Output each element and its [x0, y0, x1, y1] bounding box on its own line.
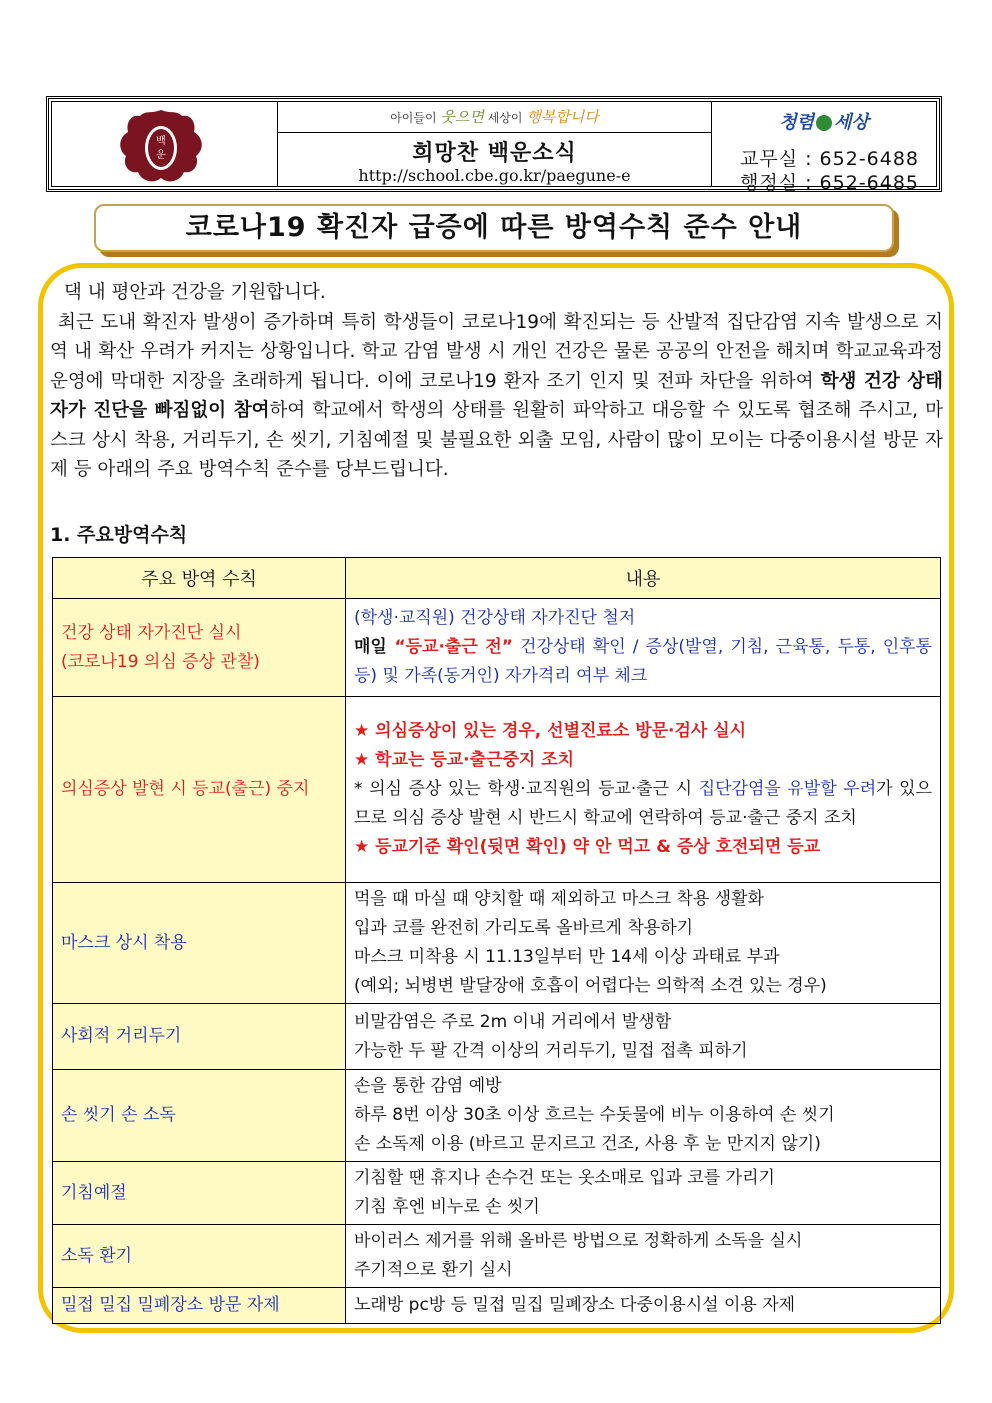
- brand-dot-icon: [816, 115, 832, 131]
- rule-content: [346, 599, 941, 697]
- crest-text-2: 운: [156, 150, 166, 161]
- content-line: (예외; 뇌병변 발달장애 호흡이 어렵다는 의학적 소견 있는 경우): [354, 976, 827, 996]
- category-line: 건강 상태 자가진단 실시: [61, 622, 242, 643]
- intro-body-2: 하여 학교에서 학생의 상태를 원활히 파악하고 대응할 수 있도록 협조해 주시고, 마스크 상시 착용, 거리두기, 손 씻기, 기침예절 및 불필요한 외출 모임, 사람이 많이 모이는 다중이용시설 방문 자제 등 아래의 주요 방역수칙 준수를 당부드립니다.: [50, 400, 943, 480]
- logo-cell: [52, 102, 278, 186]
- content-line: 하루 8번 이상 30초 이상 흐르는 수돗물에 비누 이용하여 손 씻기: [354, 1105, 835, 1125]
- intro-body-1: 최근 도내 확진자 발생이 증가하며 특히 학생들이 코로나19에 확진되는 등 산발적 집단감염 지속 발생으로 지역 내 확산 우려가 커지는 상황입니다. 학교 감염 발생 시 개인 건강은 물론 공공의 안전을 해치며 학교교육과정 운영에 막대한 지장을 초래하게 됩니다. 이에 코로나19 환자 조기 인지 및 전파 차단을 위하여: [50, 311, 943, 392]
- rule-content: [346, 1162, 941, 1225]
- rule-category: 의심증상 발현 시 등교(출근) 중지: [53, 697, 346, 883]
- content-line: 기침 후엔 비누로 손 씻기: [354, 1197, 540, 1217]
- table-header-row: [53, 558, 941, 599]
- slogan-part4: 행복합니다: [526, 108, 599, 126]
- content-line: 손을 통한 감염 예방: [354, 1076, 502, 1096]
- content-line: ★ 의심증상이 있는 경우, 선별진료소 방문·검사 실시: [354, 721, 747, 741]
- intro-body: [50, 308, 943, 485]
- integrity-brand: [712, 108, 936, 134]
- table-row: [53, 599, 941, 697]
- slogan-part1: 아이들이: [390, 111, 437, 125]
- rule-category: [53, 599, 346, 697]
- content-line: 기침할 땐 휴지나 손수건 또는 옷소매로 입과 코를 가리기: [354, 1168, 775, 1188]
- content-line: ★ 학교는 등교·출근중지 조치: [354, 750, 575, 770]
- table-row: [53, 697, 941, 883]
- content-line: ★ 등교기준 확인(뒷면 확인) 약 안 먹고 & 증상 호전되면 등교: [354, 837, 821, 857]
- table-row: [53, 1288, 941, 1324]
- phone-admin-office: 행정실 : 652-6485: [740, 172, 920, 194]
- section-heading: 1. 주요방역수칙: [50, 524, 188, 546]
- rule-category: 기침예절: [53, 1162, 346, 1225]
- content-line: 바이러스 제거를 위해 올바른 방법으로 정확하게 소독을 실시: [354, 1231, 803, 1251]
- content-line: 주기적으로 환기 실시: [354, 1260, 513, 1280]
- rule-category: 마스크 상시 착용: [53, 883, 346, 1004]
- quarantine-rules-table: [52, 557, 941, 1324]
- content-line: 입과 코를 완전히 가리도록 올바르게 착용하기: [354, 918, 694, 938]
- content-line: 마스크 미착용 시 11.13일부터 만 14세 이상 과태료 부과: [354, 947, 780, 967]
- slogan-part2: 웃으면: [440, 108, 484, 126]
- header-content: 내용: [346, 558, 941, 599]
- content-line: (학생·교직원) 건강상태 자가진단 철저: [354, 608, 636, 628]
- slogan-part3: 세상이: [487, 111, 523, 125]
- rule-content: [346, 1225, 941, 1288]
- title-cell: [278, 102, 712, 186]
- table-row: [53, 1225, 941, 1288]
- rule-category: 소독 환기: [53, 1225, 346, 1288]
- category-line: (코로나19 의심 증상 관찰): [61, 651, 260, 672]
- phone-academic-office: 교무실 : 652-6488: [740, 148, 920, 170]
- table-row: [53, 1004, 941, 1070]
- school-crest-icon: [116, 108, 206, 184]
- rule-category: 사회적 거리두기: [53, 1004, 346, 1070]
- intro-text: [50, 278, 943, 485]
- rule-category: 밀접 밀집 밀폐장소 방문 자제: [53, 1288, 346, 1324]
- contact-cell: [712, 102, 936, 194]
- rule-content: [346, 697, 941, 883]
- crest-text-1: 백: [156, 136, 166, 147]
- newsletter-header: [46, 96, 942, 192]
- content-line: 먹을 때 마실 때 양치할 때 제외하고 마스크 착용 생활화: [354, 889, 764, 909]
- rule-content: [346, 1288, 941, 1324]
- table-row: [53, 1070, 941, 1162]
- brand-left: 청렴: [779, 112, 814, 133]
- content-line: 매일 “등교·출근 전” 건강상태 확인 / 증상(발열, 기침, 근육통, 두통, 인후통 등) 및 가족(동거인) 자가격리 여부 체크: [354, 637, 932, 686]
- school-name: 희망찬 백운소식: [412, 141, 577, 166]
- page-title: 코로나19 확진자 급증에 따른 방역수칙 준수 안내: [94, 204, 894, 252]
- content-line: 가능한 두 팔 간격 이상의 거리두기, 밀접 접촉 피하기: [354, 1040, 748, 1061]
- content-line: * 의심 증상 있는 학생·교직원의 등교·출근 시 집단감염을 유발할 우려가 있으므로 의심 증상 발현 시 반드시 학교에 연락하여 등교·출근 중지 조치: [354, 779, 933, 828]
- content-line: 손 소독제 이용 (바르고 문지르고 건조, 사용 후 눈 만지지 않기): [354, 1134, 821, 1154]
- table-row: [53, 1162, 941, 1225]
- brand-right: 세상: [834, 112, 869, 133]
- rule-category: 손 씻기 손 소독: [53, 1070, 346, 1162]
- slogan: [278, 102, 711, 133]
- school-url: http://school.cbe.go.kr/paegune-e: [358, 166, 631, 185]
- rule-content: [346, 1004, 941, 1070]
- table-row: [53, 883, 941, 1004]
- content-line: 비말감염은 주로 2m 이내 거리에서 발생함: [354, 1011, 672, 1032]
- intro-body-bold: 학생 건강 상태 자가 진단을 빠짐없이 참여: [50, 370, 944, 421]
- content-line: 노래방 pc방 등 밀접 밀집 밀폐장소 다중이용시설 이용 자제: [354, 1295, 796, 1315]
- rule-content: [346, 883, 941, 1004]
- header-inner: [51, 101, 937, 194]
- greeting: 댁 내 평안과 건강을 기원합니다.: [64, 282, 326, 303]
- header-rule: 주요 방역 수칙: [53, 558, 346, 599]
- rule-content: [346, 1070, 941, 1162]
